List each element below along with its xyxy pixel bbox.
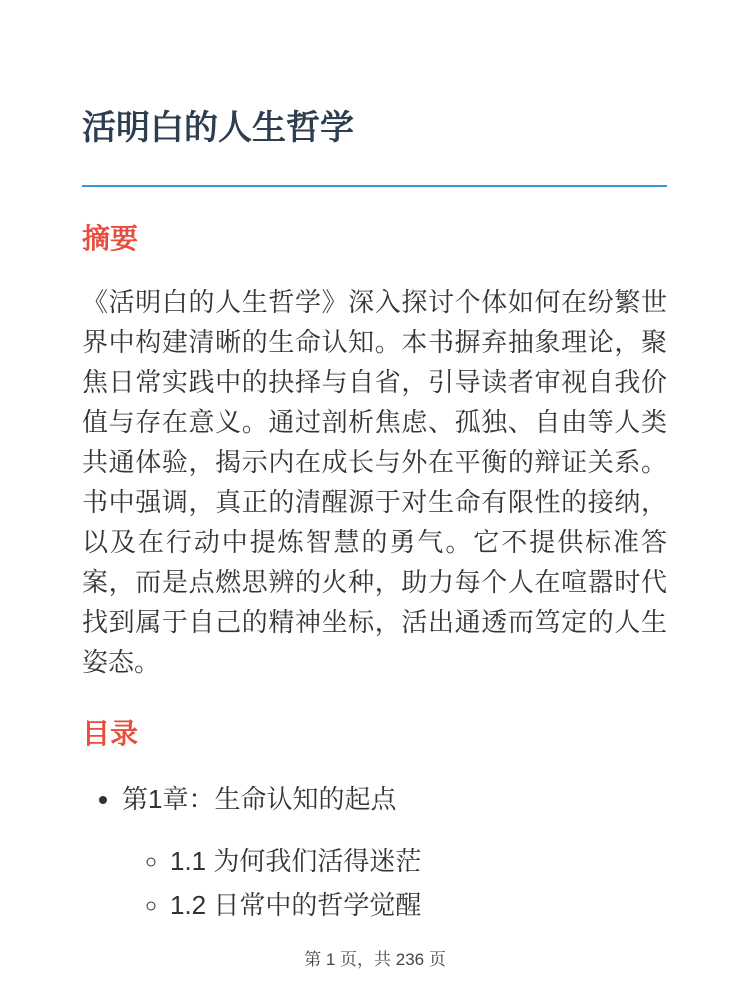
abstract-paragraph: 《活明白的人生哲学》深入探讨个体如何在纷繁世界中构建清晰的生命认知。本书摒弃抽象理论，聚焦日常实践中的抉择与自省，引导读者审视自我价值与存在意义。通过剖析焦虑、孤独、自由等人类共通体验，揭示内在成长与外在平衡的辩证关系。书中强调，真正的清醒源于对生命有限性的接纳，以及在行动中提炼智慧的勇气。它不提供标准答案，而是点燃思辨的火种，助力每个人在喧嚣时代找到属于自己的精神坐标，活出通透而笃定的人生姿态。 [82,287,667,678]
toc-section-label: 1.2 日常中的哲学觉醒 [170,889,422,920]
page-title: 活明白的人生哲学 [82,108,667,187]
toc-section-item [170,841,667,881]
toc-section-label: 1.1 为何我们活得迷茫 [170,845,422,876]
toc-chapter-item [122,779,667,925]
page-number-footer: 第 1 页，共 236 页 [304,950,446,969]
abstract-heading: 摘要 [82,222,139,254]
toc-section-item [170,885,667,925]
toc-chapter-list [82,779,667,925]
toc-chapter-label: 第1章：生命认知的起点 [122,783,397,814]
toc-section-list [122,841,667,925]
toc-heading: 目录 [82,718,139,750]
